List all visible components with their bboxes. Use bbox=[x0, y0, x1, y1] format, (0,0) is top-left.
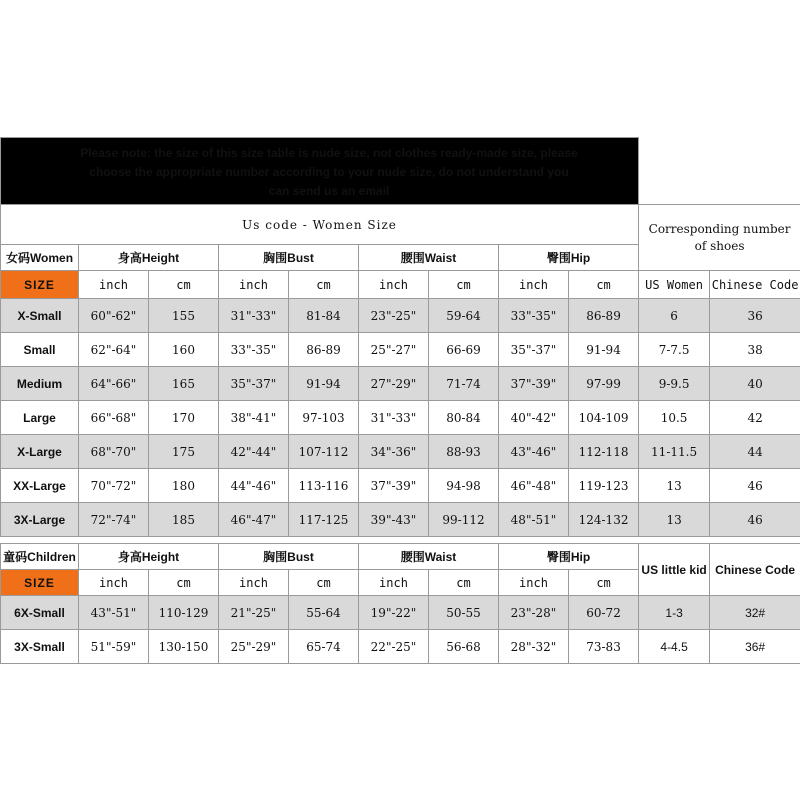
table-row bbox=[1, 596, 800, 630]
kid-col-hip-header: 臀围Hip bbox=[499, 544, 639, 570]
cell-cn: 38 bbox=[710, 333, 800, 367]
cell-w-cm: 50-55 bbox=[429, 596, 499, 630]
cell-p-in: 33"-35" bbox=[499, 299, 569, 333]
cell-h-cm: 155 bbox=[149, 299, 219, 333]
notice-blank bbox=[639, 138, 800, 205]
kid-size-header: SIZE bbox=[1, 570, 79, 596]
cell-b-in: 46"-47" bbox=[219, 503, 289, 537]
cell-p-in: 28"-32" bbox=[499, 630, 569, 664]
cell-us: 11-11.5 bbox=[639, 435, 710, 469]
cell-w-in: 37"-39" bbox=[359, 469, 429, 503]
cell-h-in: 43"-51" bbox=[79, 596, 149, 630]
cell-cn: 46 bbox=[710, 503, 800, 537]
section-separator bbox=[1, 537, 800, 544]
cell-h-in: 66"-68" bbox=[79, 401, 149, 435]
unit-cm: cm bbox=[569, 570, 639, 596]
cell-cn: 32# bbox=[710, 596, 800, 630]
cell-w-cm: 99-112 bbox=[429, 503, 499, 537]
cell-us: 13 bbox=[639, 503, 710, 537]
women-group-label: 女码Women bbox=[1, 245, 79, 271]
unit-cm: cm bbox=[289, 570, 359, 596]
cell-h-cm: 180 bbox=[149, 469, 219, 503]
cell-h-in: 72"-74" bbox=[79, 503, 149, 537]
notice-banner bbox=[1, 138, 639, 205]
cell-cn: 46 bbox=[710, 469, 800, 503]
cell-h-cm: 170 bbox=[149, 401, 219, 435]
size-label: XX-Large bbox=[1, 469, 79, 503]
cell-p-cm: 86-89 bbox=[569, 299, 639, 333]
kid-chinese-code-header: Chinese Code bbox=[710, 544, 800, 596]
cell-b-cm: 97-103 bbox=[289, 401, 359, 435]
notice-line-3: can send us an email bbox=[268, 184, 390, 198]
us-women-header: US Women bbox=[639, 271, 710, 299]
cell-h-cm: 160 bbox=[149, 333, 219, 367]
table-row bbox=[1, 367, 800, 401]
notice-line-2: choose the appropriate number according to your nude size, do not understand you bbox=[89, 165, 569, 179]
unit-inch: inch bbox=[219, 570, 289, 596]
cell-b-cm: 117-125 bbox=[289, 503, 359, 537]
size-label: Large bbox=[1, 401, 79, 435]
col-hip-header: 臀围Hip bbox=[499, 245, 639, 271]
cell-w-in: 22"-25" bbox=[359, 630, 429, 664]
cell-cn: 36# bbox=[710, 630, 800, 664]
cell-us: 13 bbox=[639, 469, 710, 503]
unit-cm: cm bbox=[429, 271, 499, 299]
size-label: 3X-Large bbox=[1, 503, 79, 537]
cell-cn: 40 bbox=[710, 367, 800, 401]
cell-h-in: 51"-59" bbox=[79, 630, 149, 664]
unit-inch: inch bbox=[499, 271, 569, 299]
cell-h-in: 70"-72" bbox=[79, 469, 149, 503]
cell-b-in: 21"-25" bbox=[219, 596, 289, 630]
cell-p-in: 37"-39" bbox=[499, 367, 569, 401]
table-row bbox=[1, 435, 800, 469]
kid-col-bust-header: 胸围Bust bbox=[219, 544, 359, 570]
table-row bbox=[1, 299, 800, 333]
cell-b-in: 42"-44" bbox=[219, 435, 289, 469]
cell-p-cm: 91-94 bbox=[569, 333, 639, 367]
cell-w-cm: 56-68 bbox=[429, 630, 499, 664]
cell-b-cm: 113-116 bbox=[289, 469, 359, 503]
cell-b-in: 35"-37" bbox=[219, 367, 289, 401]
shoe-note: Corresponding number of shoes bbox=[639, 205, 800, 271]
unit-inch: inch bbox=[79, 570, 149, 596]
cell-w-in: 34"-36" bbox=[359, 435, 429, 469]
cell-p-in: 43"-46" bbox=[499, 435, 569, 469]
unit-inch: inch bbox=[359, 271, 429, 299]
cell-b-cm: 55-64 bbox=[289, 596, 359, 630]
unit-cm: cm bbox=[149, 570, 219, 596]
cell-h-in: 62"-64" bbox=[79, 333, 149, 367]
cell-w-in: 31"-33" bbox=[359, 401, 429, 435]
cell-b-cm: 91-94 bbox=[289, 367, 359, 401]
cell-us: 4-4.5 bbox=[639, 630, 710, 664]
unit-cm: cm bbox=[289, 271, 359, 299]
kid-col-height-header: 身高Height bbox=[79, 544, 219, 570]
cell-b-in: 44"-46" bbox=[219, 469, 289, 503]
cell-w-cm: 66-69 bbox=[429, 333, 499, 367]
size-label: 6X-Small bbox=[1, 596, 79, 630]
col-waist-header: 腰围Waist bbox=[359, 245, 499, 271]
unit-inch: inch bbox=[499, 570, 569, 596]
cell-w-cm: 88-93 bbox=[429, 435, 499, 469]
cell-us: 1-3 bbox=[639, 596, 710, 630]
cell-w-in: 19"-22" bbox=[359, 596, 429, 630]
cell-p-in: 35"-37" bbox=[499, 333, 569, 367]
cell-p-cm: 104-109 bbox=[569, 401, 639, 435]
cell-h-in: 68"-70" bbox=[79, 435, 149, 469]
col-bust-header: 胸围Bust bbox=[219, 245, 359, 271]
cell-h-cm: 185 bbox=[149, 503, 219, 537]
cell-us: 6 bbox=[639, 299, 710, 333]
cell-w-in: 25"-27" bbox=[359, 333, 429, 367]
cell-p-cm: 60-72 bbox=[569, 596, 639, 630]
table-row bbox=[1, 630, 800, 664]
unit-cm: cm bbox=[569, 271, 639, 299]
unit-inch: inch bbox=[219, 271, 289, 299]
size-chart-table bbox=[0, 137, 800, 664]
table-row bbox=[1, 503, 800, 537]
unit-cm: cm bbox=[429, 570, 499, 596]
children-group-label: 童码Children bbox=[1, 544, 79, 570]
cell-p-cm: 73-83 bbox=[569, 630, 639, 664]
cell-p-cm: 112-118 bbox=[569, 435, 639, 469]
cell-us: 9-9.5 bbox=[639, 367, 710, 401]
cell-p-in: 46"-48" bbox=[499, 469, 569, 503]
cell-cn: 36 bbox=[710, 299, 800, 333]
cell-b-cm: 86-89 bbox=[289, 333, 359, 367]
cell-h-cm: 110-129 bbox=[149, 596, 219, 630]
size-label: Medium bbox=[1, 367, 79, 401]
cell-h-cm: 175 bbox=[149, 435, 219, 469]
cell-us: 7-7.5 bbox=[639, 333, 710, 367]
col-height-header: 身高Height bbox=[79, 245, 219, 271]
unit-inch: inch bbox=[359, 570, 429, 596]
size-label: X-Small bbox=[1, 299, 79, 333]
cell-us: 10.5 bbox=[639, 401, 710, 435]
unit-inch: inch bbox=[79, 271, 149, 299]
table-title: Us code - Women Size bbox=[1, 205, 639, 245]
unit-cm: cm bbox=[149, 271, 219, 299]
cell-b-cm: 65-74 bbox=[289, 630, 359, 664]
cell-p-in: 40"-42" bbox=[499, 401, 569, 435]
cell-b-cm: 107-112 bbox=[289, 435, 359, 469]
size-label: Small bbox=[1, 333, 79, 367]
cell-w-in: 39"-43" bbox=[359, 503, 429, 537]
size-label: X-Large bbox=[1, 435, 79, 469]
table-row bbox=[1, 401, 800, 435]
cell-w-cm: 94-98 bbox=[429, 469, 499, 503]
cell-w-cm: 80-84 bbox=[429, 401, 499, 435]
cell-w-cm: 59-64 bbox=[429, 299, 499, 333]
size-label: 3X-Small bbox=[1, 630, 79, 664]
women-rows bbox=[1, 299, 800, 537]
cell-h-cm: 130-150 bbox=[149, 630, 219, 664]
cell-p-cm: 97-99 bbox=[569, 367, 639, 401]
chinese-code-header: Chinese Code bbox=[710, 271, 800, 299]
cell-p-in: 48"-51" bbox=[499, 503, 569, 537]
cell-h-in: 60"-62" bbox=[79, 299, 149, 333]
cell-b-cm: 81-84 bbox=[289, 299, 359, 333]
cell-cn: 44 bbox=[710, 435, 800, 469]
cell-b-in: 31"-33" bbox=[219, 299, 289, 333]
cell-h-in: 64"-66" bbox=[79, 367, 149, 401]
cell-p-cm: 124-132 bbox=[569, 503, 639, 537]
kid-col-waist-header: 腰围Waist bbox=[359, 544, 499, 570]
children-rows bbox=[1, 596, 800, 664]
us-little-kid-header: US little kid bbox=[639, 544, 710, 596]
cell-p-cm: 119-123 bbox=[569, 469, 639, 503]
table-row bbox=[1, 333, 800, 367]
cell-w-in: 23"-25" bbox=[359, 299, 429, 333]
cell-w-cm: 71-74 bbox=[429, 367, 499, 401]
cell-b-in: 33"-35" bbox=[219, 333, 289, 367]
cell-cn: 42 bbox=[710, 401, 800, 435]
cell-w-in: 27"-29" bbox=[359, 367, 429, 401]
cell-b-in: 25"-29" bbox=[219, 630, 289, 664]
size-header: SIZE bbox=[1, 271, 79, 299]
cell-h-cm: 165 bbox=[149, 367, 219, 401]
cell-b-in: 38"-41" bbox=[219, 401, 289, 435]
table-row bbox=[1, 469, 800, 503]
notice-line-1: Please note: the size of this size table is nude size, not clothes ready-made size, please bbox=[80, 146, 578, 160]
cell-p-in: 23"-28" bbox=[499, 596, 569, 630]
